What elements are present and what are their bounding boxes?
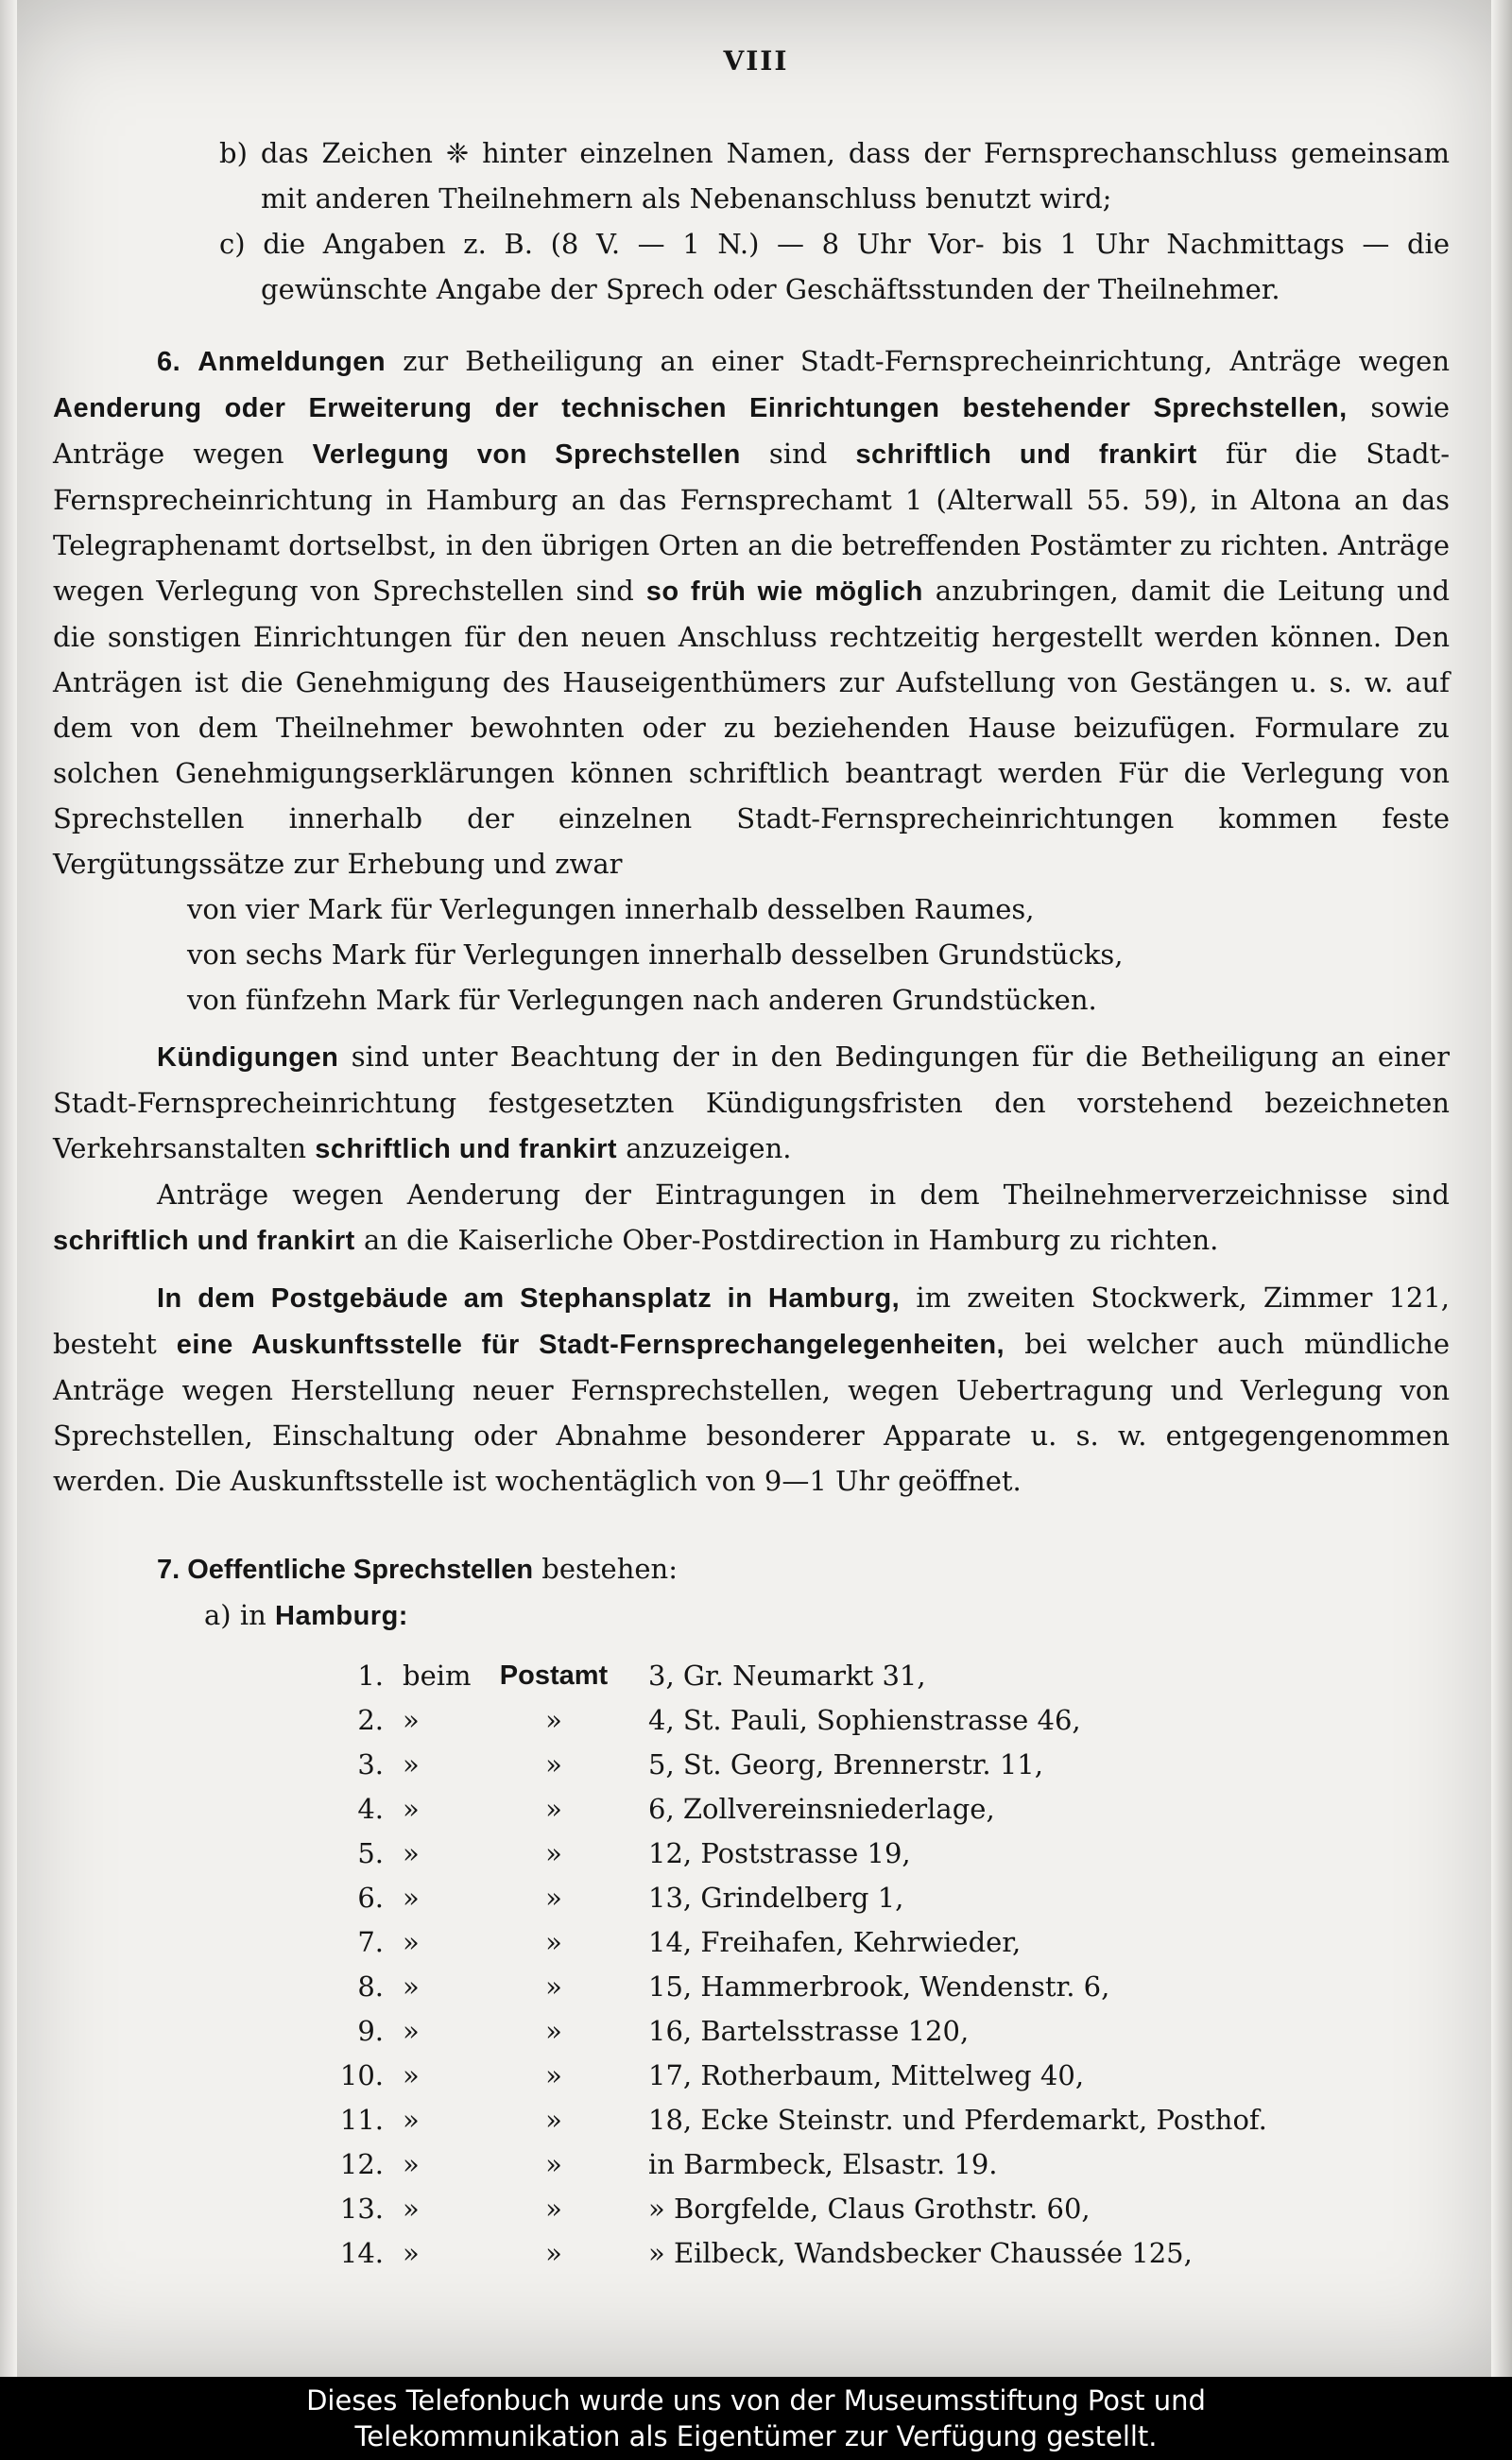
item-office: » (545, 1926, 562, 1958)
information-office-paragraph (53, 1275, 1450, 1504)
item-address: 12, Poststrasse 19, (648, 1837, 911, 1869)
item-address: 6, Zollvereinsniederlage, (648, 1793, 995, 1825)
list-item (53, 1698, 1450, 1743)
item-address: 18, Ecke Steinstr. und Pferdemarkt, Posthof. (648, 2104, 1267, 2136)
list-item (53, 2231, 1450, 2276)
subsection-hamburg (53, 1592, 1450, 1639)
item-office: » (545, 2104, 562, 2136)
item-b (53, 130, 1450, 221)
list-item (53, 2009, 1450, 2054)
paragraph-text: bei welcher auch mündliche Anträge wegen Herstellung neuer Fernsprechstellen, wegen Uebertragung und Verlegung von Sprechstellen, Einschaltung oder Abnahme besonderer Apparate u. s. w. entgegengenommen werden. Die Auskunftsstelle ist wochentäglich von 9—1 Uhr geöffnet. (53, 1328, 1451, 1497)
item-number: 6. (357, 1882, 384, 1914)
item-prefix: beim (403, 1660, 472, 1692)
item-prefix: » (403, 1793, 420, 1825)
public-station-list (53, 1654, 1450, 2276)
list-item (53, 1965, 1450, 2009)
item-office: » (545, 1837, 562, 1869)
item-prefix: » (403, 1748, 420, 1780)
list-item (53, 2187, 1450, 2231)
paragraph-text: an die Kaiserliche Ober-Postdirection in Hamburg zu richten. (363, 1224, 1219, 1256)
paragraph-text: anzuzeigen. (626, 1132, 792, 1164)
list-item (53, 1876, 1450, 1920)
section-7-title (53, 1546, 1450, 1592)
item-label: c) (219, 228, 246, 260)
item-number: 2. (357, 1704, 384, 1736)
page-number: VIII (723, 45, 789, 77)
paragraph-text: sind (768, 438, 828, 470)
section-number: 6. (157, 347, 181, 377)
item-prefix: » (403, 2237, 420, 2269)
emphasis: Aenderung oder Erweiterung der technischen Einrichtungen bestehender Sprechstellen, (53, 393, 1348, 423)
item-office: » (545, 2059, 562, 2091)
emphasis: schriftlich und frankirt (53, 1226, 355, 1256)
item-number: 5. (357, 1837, 384, 1869)
item-address: 5, St. Georg, Brennerstr. 11, (648, 1748, 1043, 1780)
emphasis: schriftlich und frankirt (315, 1134, 618, 1164)
paragraph-text: sind unter Beachtung der in den Bedingungen für die Betheiligung an einer Stadt-Fernsprecheinrichtung festgesetzten Kündigungsfristen den vorstehend bezeichneten Verkehrsanstalten (53, 1041, 1451, 1164)
item-address: 17, Rotherbaum, Mittelweg 40, (648, 2059, 1085, 2091)
section-6-paragraph (53, 338, 1450, 886)
item-address: 3, Gr. Neumarkt 31, (648, 1660, 926, 1692)
item-number: 7. (357, 1926, 384, 1958)
scan-edge (1491, 0, 1512, 2377)
item-prefix: » (403, 1970, 420, 2003)
item-number: 11. (339, 2104, 384, 2136)
footer-line: Dieses Telefonbuch wurde uns von der Museumsstiftung Post und (306, 2384, 1206, 2417)
item-office: » (545, 1748, 562, 1780)
item-office: » (545, 2015, 562, 2047)
emphasis: so früh wie möglich (645, 576, 923, 607)
item-prefix: » (403, 2193, 420, 2225)
item-office: Postamt (499, 1660, 609, 1691)
emphasis: Verlegung von Sprechstellen (312, 439, 741, 470)
emphasis: In dem Postgebäude am Stephansplatz in Hamburg, (157, 1283, 901, 1314)
paragraph-text: für die Stadt-Fernsprecheinrichtung in Hamburg an das Fernsprechamt 1 (Alterwall 55. 59), in Altona an das Telegraphenamt dortselbst, in den übrigen Orten an die betreffenden Postämter zu richten. Anträge wegen Verlegung von Sprechstellen sind (53, 438, 1451, 607)
list-item (53, 1654, 1450, 1698)
emphasis: schriftlich und frankirt (855, 439, 1197, 470)
paragraph-text: Anträge wegen Aenderung der Eintragungen in dem Theilnehmerverzeichnisse sind (157, 1178, 1450, 1211)
item-office: » (545, 2193, 562, 2225)
list-item (53, 1920, 1450, 1965)
fee-line: von sechs Mark für Verlegungen innerhalb desselben Grundstücks, (187, 938, 1124, 971)
emphasis: Anmeldungen (198, 347, 387, 377)
item-office: » (545, 1793, 562, 1825)
termination-paragraph (53, 1034, 1450, 1172)
paragraph-text: sowie Anträge wegen (53, 391, 1451, 470)
item-office: » (545, 1970, 562, 2003)
item-text: die Angaben z. B. (8 V. — 1 N.) — 8 Uhr Vor- bis 1 Uhr Nachmittags — die gewünschte Angabe der Sprech oder Geschäftsstunden der Theilnehmer. (261, 228, 1450, 305)
item-office: » (545, 2148, 562, 2180)
item-number: 13. (339, 2193, 384, 2225)
item-address: » Borgfelde, Claus Grothstr. 60, (648, 2193, 1091, 2225)
item-address: 15, Hammerbrook, Wendenstr. 6, (648, 1970, 1110, 2003)
item-prefix: » (403, 1837, 420, 1869)
item-text: das Zeichen (260, 137, 433, 169)
item-prefix: » (403, 1882, 420, 1914)
item-number: 4. (357, 1793, 384, 1825)
subsection-label: a) in (204, 1599, 266, 1631)
list-item (53, 2098, 1450, 2142)
item-number: 3. (357, 1748, 384, 1780)
item-address: 13, Grindelberg 1, (648, 1882, 904, 1914)
fee-line: von fünfzehn Mark für Verlegungen nach anderen Grundstücken. (187, 984, 1097, 1016)
item-prefix: » (403, 2104, 420, 2136)
item-number: 14. (339, 2237, 384, 2269)
item-address: 14, Freihafen, Kehrwieder, (648, 1926, 1022, 1958)
item-prefix: » (403, 2015, 420, 2047)
section-6 (53, 338, 1450, 1504)
list-item (53, 1787, 1450, 1832)
item-number: 1. (357, 1660, 384, 1692)
items-bc (53, 130, 1450, 312)
directory-change-paragraph (53, 1172, 1450, 1264)
list-item (53, 1832, 1450, 1876)
item-prefix: » (403, 2059, 420, 2091)
emphasis: eine Auskunftsstelle für Stadt-Fernsprechangelegenheiten, (176, 1330, 1005, 1360)
emphasis: Kündigungen (157, 1042, 339, 1073)
section-title-rest: bestehen: (541, 1553, 679, 1585)
paragraph-text: im zweiten Stockwerk, Zimmer 121, besteht (53, 1282, 1450, 1360)
shared-connection-symbol-icon: ❈ (445, 137, 470, 169)
list-item (53, 2142, 1450, 2187)
item-prefix: » (403, 2148, 420, 2180)
item-text: hinter einzelnen Namen, (482, 137, 835, 169)
item-address: 4, St. Pauli, Sophienstrasse 46, (648, 1704, 1081, 1736)
item-label: b) (219, 137, 248, 169)
footer-notice (0, 2377, 1512, 2460)
scan-edge (0, 0, 17, 2377)
list-item (53, 2054, 1450, 2098)
item-text: dass der Fernsprechanschluss gemeinsam mit anderen Theilnehmern als Nebenanschluss benutzt wird; (261, 137, 1451, 215)
item-address: » Eilbeck, Wandsbecker Chaussée 125, (648, 2237, 1193, 2269)
item-number: 9. (357, 2015, 384, 2047)
item-prefix: » (403, 1704, 420, 1736)
list-item (53, 1743, 1450, 1787)
item-office: » (545, 1704, 562, 1736)
item-address: 16, Bartelsstrasse 120, (648, 2015, 970, 2047)
subsection-city: Hamburg: (275, 1601, 408, 1631)
paragraph-text: anzubringen, damit die Leitung und die sonstigen Einrichtungen für den neuen Anschluss rechtzeitig hergestellt werden können. Den Anträgen ist die Genehmigung des Hauseigenthümers zur Aufstellung von Gestängen u. s. w. auf dem von dem Theilnehmer bewohnten oder zu beziehenden Hause beizufügen. Formulare zu solchen Genehmigungserklärungen können schriftlich beantragt werden Für die Verlegung von Sprechstellen innerhalb der einzelnen Stadt-Fernsprecheinrichtungen kommen feste Vergütungssätze zur Erhebung und zwar (53, 575, 1451, 880)
section-7 (53, 1546, 1450, 1639)
fee-line: von vier Mark für Verlegungen innerhalb desselben Raumes, (187, 893, 1035, 925)
item-office: » (545, 1882, 562, 1914)
paragraph-text: zur Betheiligung an einer Stadt-Fernsprecheinrichtung, Anträge wegen (403, 345, 1451, 377)
footer-line: Telekommunikation als Eigentümer zur Verfügung gestellt. (354, 2420, 1158, 2452)
item-number: 8. (357, 1970, 384, 2003)
item-prefix: » (403, 1926, 420, 1958)
item-number: 12. (339, 2148, 384, 2180)
item-office: » (545, 2237, 562, 2269)
item-number: 10. (339, 2059, 384, 2091)
section-title: 7. Oeffentliche Sprechstellen (157, 1555, 534, 1585)
item-address: in Barmbeck, Elsastr. 19. (648, 2148, 998, 2180)
item-c (53, 221, 1450, 312)
